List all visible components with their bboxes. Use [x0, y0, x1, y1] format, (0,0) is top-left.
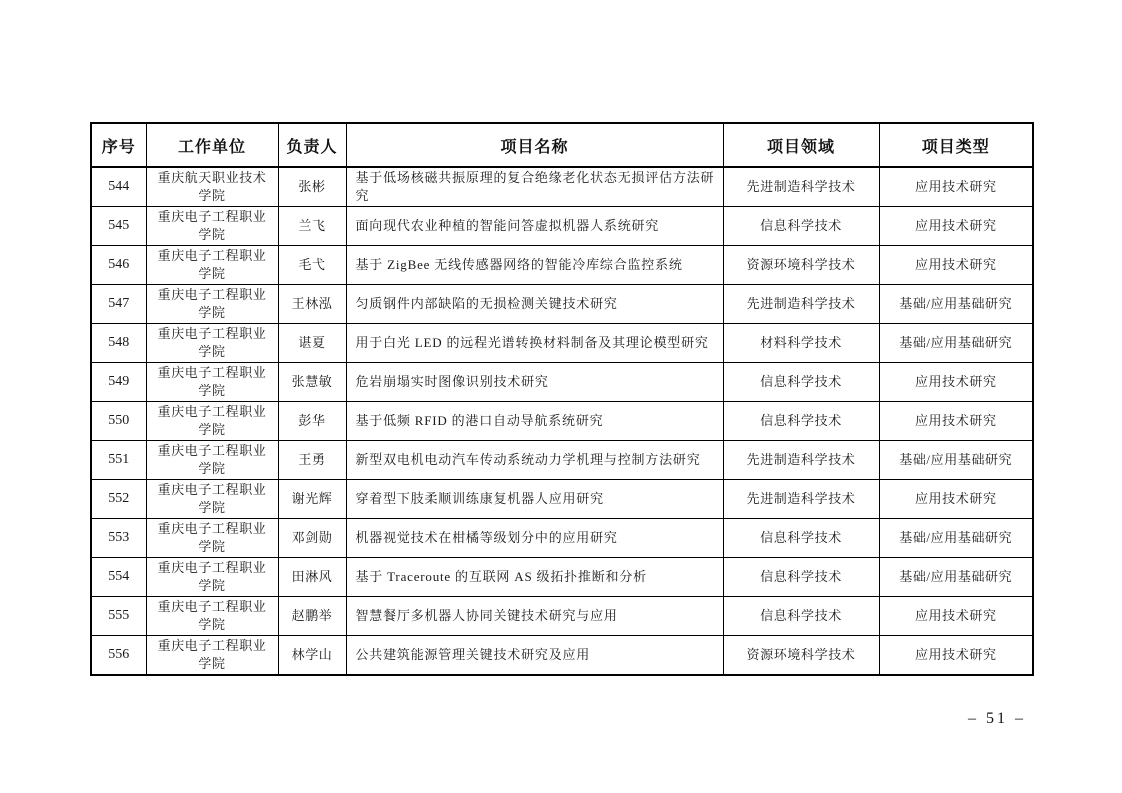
cell-project-field: 信息科学技术 — [723, 558, 879, 597]
cell-leader-name: 兰飞 — [278, 207, 346, 246]
table-row — [91, 480, 1033, 519]
cell-leader-name: 彭华 — [278, 402, 346, 441]
cell-project-field: 材料科学技术 — [723, 324, 879, 363]
cell-leader-name: 张彬 — [278, 167, 346, 207]
cell-work-unit: 重庆电子工程职业学院 — [146, 441, 278, 480]
cell-project-field: 信息科学技术 — [723, 519, 879, 558]
cell-project-type: 应用技术研究 — [879, 167, 1033, 207]
col-header-project: 项目名称 — [346, 123, 723, 167]
table-row — [91, 597, 1033, 636]
header-row — [91, 123, 1033, 167]
table-row — [91, 324, 1033, 363]
table-row — [91, 167, 1033, 207]
cell-project-name: 匀质钢件内部缺陷的无损检测关键技术研究 — [346, 285, 723, 324]
cell-project-field: 资源环境科学技术 — [723, 246, 879, 285]
cell-leader-name: 毛弋 — [278, 246, 346, 285]
cell-serial-number: 551 — [91, 441, 146, 480]
cell-project-field: 先进制造科学技术 — [723, 167, 879, 207]
table-row — [91, 558, 1033, 597]
cell-serial-number: 544 — [91, 167, 146, 207]
cell-leader-name: 邓剑勋 — [278, 519, 346, 558]
cell-project-name: 新型双电机电动汽车传动系统动力学机理与控制方法研究 — [346, 441, 723, 480]
cell-project-type: 基础/应用基础研究 — [879, 324, 1033, 363]
cell-leader-name: 谌夏 — [278, 324, 346, 363]
cell-serial-number: 550 — [91, 402, 146, 441]
table-row — [91, 441, 1033, 480]
table-row — [91, 636, 1033, 676]
cell-leader-name: 谢光辉 — [278, 480, 346, 519]
projects-table — [90, 122, 1034, 676]
cell-project-type: 应用技术研究 — [879, 363, 1033, 402]
cell-project-name: 基于 Traceroute 的互联网 AS 级拓扑推断和分析 — [346, 558, 723, 597]
cell-leader-name: 田淋风 — [278, 558, 346, 597]
col-header-no: 序号 — [91, 123, 146, 167]
cell-project-name: 面向现代农业种植的智能问答虚拟机器人系统研究 — [346, 207, 723, 246]
cell-project-name: 危岩崩塌实时图像识别技术研究 — [346, 363, 723, 402]
cell-project-type: 应用技术研究 — [879, 246, 1033, 285]
cell-serial-number: 553 — [91, 519, 146, 558]
cell-leader-name: 赵鹏举 — [278, 597, 346, 636]
page-number: – 51 – — [968, 710, 1026, 727]
cell-work-unit: 重庆电子工程职业学院 — [146, 207, 278, 246]
cell-serial-number: 547 — [91, 285, 146, 324]
cell-project-field: 先进制造科学技术 — [723, 441, 879, 480]
table-row — [91, 363, 1033, 402]
cell-project-type: 基础/应用基础研究 — [879, 285, 1033, 324]
cell-project-field: 资源环境科学技术 — [723, 636, 879, 676]
cell-work-unit: 重庆电子工程职业学院 — [146, 636, 278, 676]
table-row — [91, 402, 1033, 441]
cell-leader-name: 王林泓 — [278, 285, 346, 324]
cell-work-unit: 重庆航天职业技术学院 — [146, 167, 278, 207]
cell-project-field: 信息科学技术 — [723, 207, 879, 246]
table-header — [91, 123, 1033, 167]
cell-leader-name: 林学山 — [278, 636, 346, 676]
cell-work-unit: 重庆电子工程职业学院 — [146, 363, 278, 402]
cell-project-name: 基于低频 RFID 的港口自动导航系统研究 — [346, 402, 723, 441]
cell-project-type: 基础/应用基础研究 — [879, 558, 1033, 597]
cell-project-name: 穿着型下肢柔顺训练康复机器人应用研究 — [346, 480, 723, 519]
cell-project-type: 应用技术研究 — [879, 402, 1033, 441]
cell-project-field: 先进制造科学技术 — [723, 285, 879, 324]
cell-work-unit: 重庆电子工程职业学院 — [146, 402, 278, 441]
cell-serial-number: 545 — [91, 207, 146, 246]
table-body — [91, 167, 1033, 675]
table-row — [91, 285, 1033, 324]
cell-project-field: 先进制造科学技术 — [723, 480, 879, 519]
cell-work-unit: 重庆电子工程职业学院 — [146, 324, 278, 363]
cell-project-field: 信息科学技术 — [723, 363, 879, 402]
cell-leader-name: 张慧敏 — [278, 363, 346, 402]
cell-serial-number: 554 — [91, 558, 146, 597]
col-header-leader: 负责人 — [278, 123, 346, 167]
cell-work-unit: 重庆电子工程职业学院 — [146, 246, 278, 285]
cell-work-unit: 重庆电子工程职业学院 — [146, 285, 278, 324]
cell-project-type: 应用技术研究 — [879, 636, 1033, 676]
cell-project-type: 应用技术研究 — [879, 207, 1033, 246]
cell-work-unit: 重庆电子工程职业学院 — [146, 597, 278, 636]
cell-project-name: 用于白光 LED 的远程光谱转换材料制备及其理论模型研究 — [346, 324, 723, 363]
cell-project-name: 智慧餐厅多机器人协同关键技术研究与应用 — [346, 597, 723, 636]
table-row — [91, 207, 1033, 246]
cell-serial-number: 556 — [91, 636, 146, 676]
cell-project-type: 应用技术研究 — [879, 597, 1033, 636]
cell-project-type: 应用技术研究 — [879, 480, 1033, 519]
cell-leader-name: 王勇 — [278, 441, 346, 480]
cell-work-unit: 重庆电子工程职业学院 — [146, 558, 278, 597]
cell-work-unit: 重庆电子工程职业学院 — [146, 519, 278, 558]
cell-work-unit: 重庆电子工程职业学院 — [146, 480, 278, 519]
cell-serial-number: 555 — [91, 597, 146, 636]
cell-project-type: 基础/应用基础研究 — [879, 519, 1033, 558]
table-row — [91, 246, 1033, 285]
cell-project-name: 机器视觉技术在柑橘等级划分中的应用研究 — [346, 519, 723, 558]
cell-project-name: 基于 ZigBee 无线传感器网络的智能冷库综合监控系统 — [346, 246, 723, 285]
cell-project-field: 信息科学技术 — [723, 597, 879, 636]
cell-serial-number: 546 — [91, 246, 146, 285]
col-header-field: 项目领域 — [723, 123, 879, 167]
table-row — [91, 519, 1033, 558]
cell-serial-number: 552 — [91, 480, 146, 519]
cell-serial-number: 548 — [91, 324, 146, 363]
cell-project-field: 信息科学技术 — [723, 402, 879, 441]
cell-project-type: 基础/应用基础研究 — [879, 441, 1033, 480]
cell-project-name: 基于低场核磁共振原理的复合绝缘老化状态无损评估方法研究 — [346, 167, 723, 207]
col-header-type: 项目类型 — [879, 123, 1033, 167]
cell-serial-number: 549 — [91, 363, 146, 402]
col-header-unit: 工作单位 — [146, 123, 278, 167]
cell-project-name: 公共建筑能源管理关键技术研究及应用 — [346, 636, 723, 676]
